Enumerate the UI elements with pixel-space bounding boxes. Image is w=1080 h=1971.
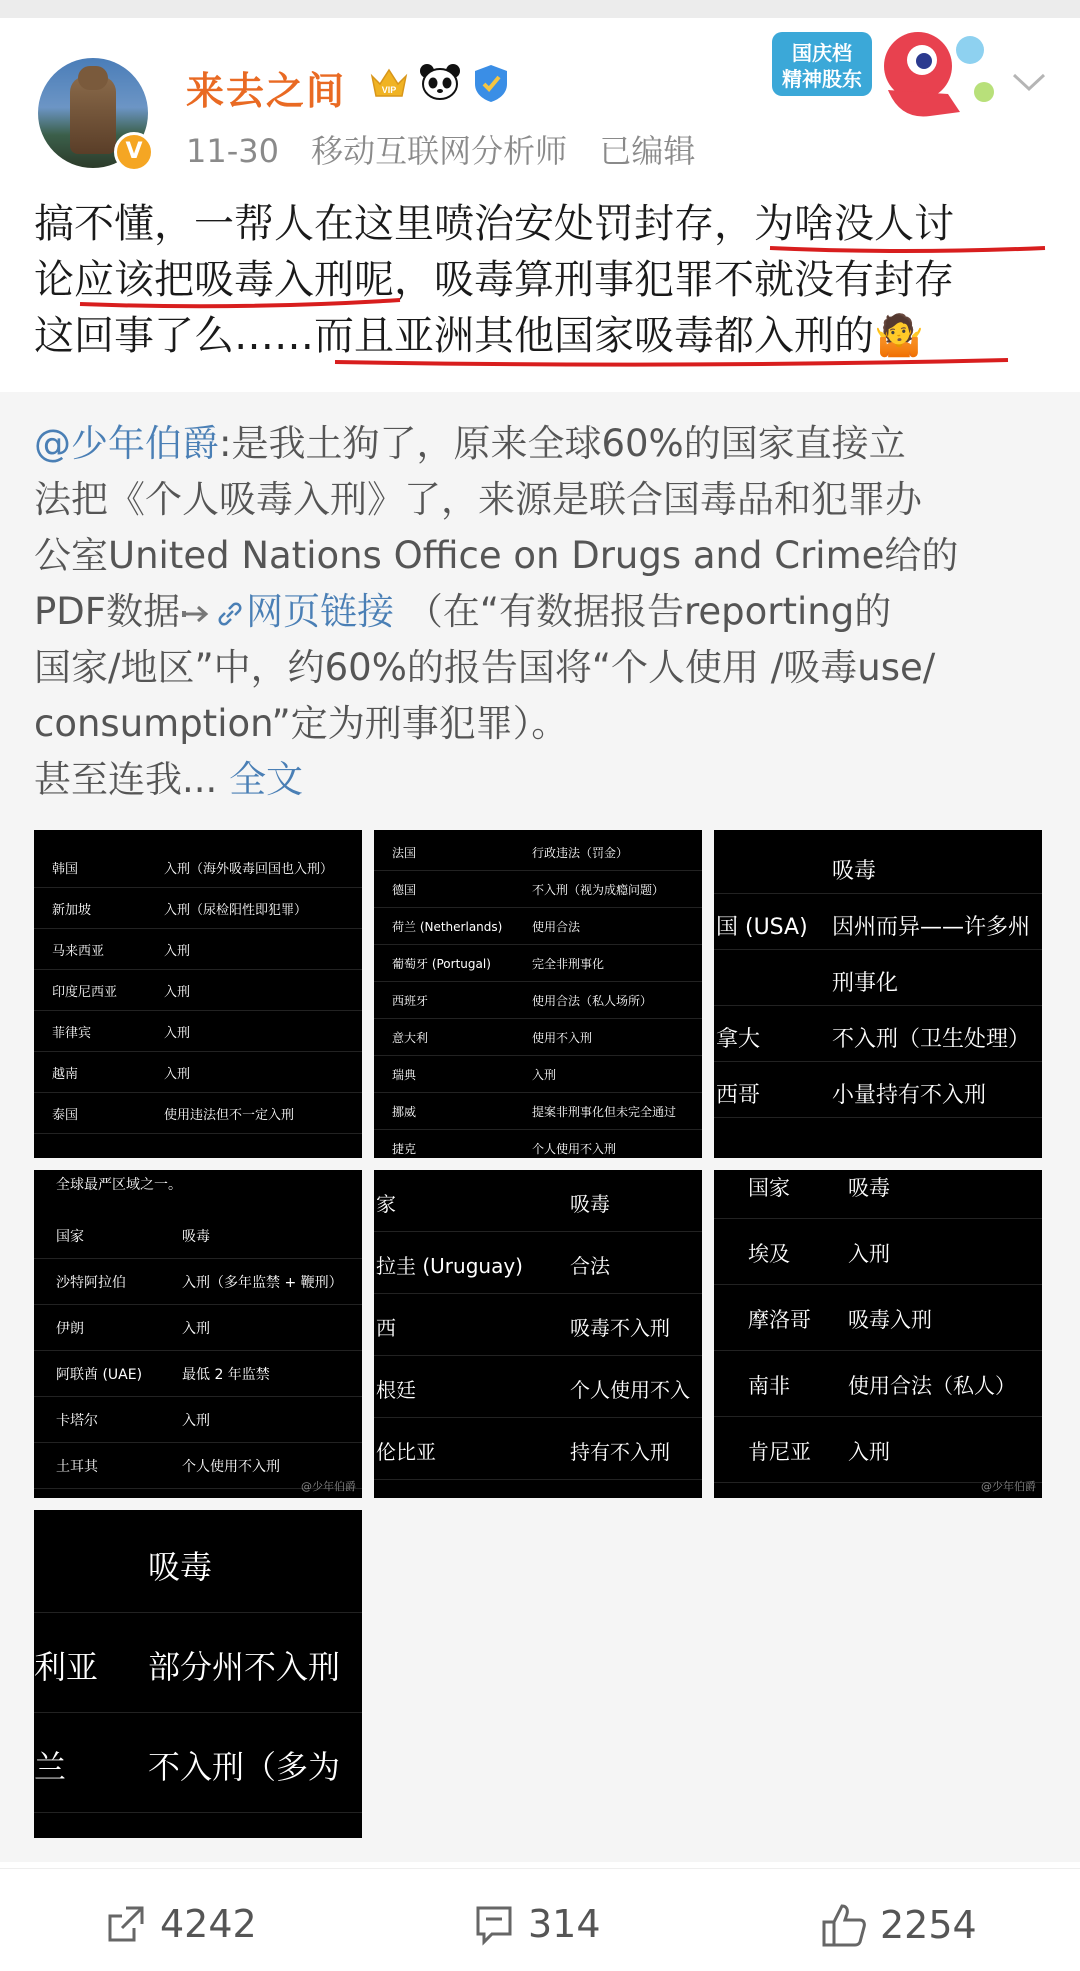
vip-label: VIP (381, 85, 397, 95)
post-body (34, 196, 1054, 364)
table-cell-status: 不入刑（卫生处理） (832, 1027, 1031, 1052)
share-icon (104, 1902, 148, 1946)
table-cell-status: 入刑（尿检阳性即犯罪） (164, 903, 308, 918)
table-cell-status: 使用合法（私人） (848, 1374, 1016, 1398)
table-cell-country: 韩国 (52, 862, 79, 877)
table-divider (34, 1133, 362, 1134)
table-cell-country: 摩洛哥 (748, 1308, 811, 1332)
table-cell-country: 根廷 (376, 1378, 416, 1402)
table-cell-status: 入刑 (164, 1026, 191, 1041)
table-header-country: 国家 (748, 1176, 790, 1200)
table-divider (714, 893, 1042, 894)
table-divider (34, 1712, 362, 1713)
table-cell-status: 小量持有不入刑 (832, 1083, 987, 1108)
post-text-line-2: 论应该把吸毒入刑呢，吸毒算刑事犯罪不就没有封存 (34, 257, 954, 303)
quote-line-6: consumption”定为刑事犯罪）。 (34, 702, 569, 745)
table-cell-status: 入刑 (848, 1440, 890, 1464)
table-cell-status: 不入刑（多为 (148, 1748, 341, 1786)
promo-label-1: 国庆档 (792, 41, 852, 65)
table-cell-status: 个人使用不入刑 (182, 1459, 280, 1475)
table-divider (34, 1051, 362, 1052)
table-cell-country: 肯尼亚 (748, 1440, 811, 1464)
post-text-line-3-text: 这回事了么……而且亚洲其他国家吸毒都入刑的 (34, 313, 874, 359)
table-header-drug: 吸毒 (570, 1192, 610, 1216)
table-divider (374, 1092, 702, 1093)
comment-button[interactable] (472, 1902, 601, 1946)
table-cell-country: 越南 (52, 1067, 79, 1082)
table-cell-status: 使用不入刑 (532, 1031, 593, 1045)
link-icon (214, 598, 246, 630)
table-cell-status: 吸毒不入刑 (570, 1316, 670, 1340)
table-note: 全球最严区域之一。 (56, 1177, 182, 1193)
table-cell-status: 行政违法（罚金） (532, 846, 629, 860)
table-divider (34, 1442, 362, 1443)
table-divider (374, 1355, 702, 1356)
image-thumbnail-3[interactable] (714, 830, 1042, 1158)
table-divider (714, 1061, 1042, 1062)
quote-line-5: 国家/地区”中，约60%的报告国将“个人使用 /吸毒use/ (34, 646, 936, 689)
table-cell-country: 伦比亚 (376, 1440, 436, 1464)
like-button[interactable] (820, 1902, 977, 1948)
table-cell-country: 德国 (392, 883, 417, 897)
comment-icon (472, 1902, 516, 1946)
table-divider (374, 1018, 702, 1019)
table-header-country: 国家 (56, 1229, 84, 1245)
table-cell-country: 沙特阿拉伯 (56, 1275, 126, 1291)
post-date: 11-30 (186, 132, 279, 170)
table-divider (34, 1612, 362, 1613)
avatar-robot-head (78, 66, 108, 90)
table-cell-country: 西 (376, 1316, 396, 1340)
quote-line-3: 公室United Nations Office on Drugs and Crime给的 (34, 534, 959, 577)
table-cell-country: 菲律宾 (52, 1026, 92, 1041)
table-divider (34, 1258, 362, 1259)
table-divider (374, 1231, 702, 1232)
table-cell-status: 合法 (570, 1254, 610, 1278)
image-thumbnail-7[interactable] (34, 1510, 362, 1838)
table-cell-country: 伊朗 (56, 1321, 84, 1337)
image-thumbnail-5[interactable] (374, 1170, 702, 1498)
quoted-author-mention[interactable]: @少年伯爵 (34, 422, 219, 465)
quote-line-4-post: （在“有数据报告reporting的 (394, 590, 892, 633)
quote-line-4-pre: PDF数据 (34, 590, 181, 633)
table-divider (374, 1293, 702, 1294)
table-divider (714, 1284, 1042, 1285)
table-cell-country: 法国 (392, 846, 417, 860)
table-cell-status: 入刑 (164, 1067, 191, 1082)
table-divider (714, 949, 1042, 950)
table-divider (374, 1479, 702, 1480)
table-header-country: 家 (376, 1192, 396, 1216)
table-cell-status: 提案非刑事化但未完全通过 (532, 1105, 677, 1119)
quote-line-1: :是我土狗了，原来全球60%的国家直接立 (219, 422, 906, 465)
table-header-drug: 吸毒 (848, 1176, 890, 1200)
table-cell-country: 利亚 (34, 1648, 99, 1686)
web-link[interactable]: 网页链接 (246, 590, 395, 633)
table-cell-country: 马来西亚 (52, 944, 105, 959)
shrug-emoji-icon: 🤷 (874, 313, 924, 359)
table-cell-country: 西班牙 (392, 994, 429, 1008)
table-cell-country: 瑞典 (392, 1068, 417, 1082)
image-thumbnail-1[interactable] (34, 830, 362, 1158)
table-cell-country: 土耳其 (56, 1459, 98, 1475)
top-band (0, 0, 1080, 18)
comment-count: 314 (528, 1902, 601, 1946)
table-cell-status: 吸毒入刑 (848, 1308, 932, 1332)
table-cell-country: 阿联酋 (UAE) (56, 1367, 143, 1383)
table-divider (34, 1304, 362, 1305)
panda-icon[interactable] (418, 62, 462, 102)
table-divider (714, 1218, 1042, 1219)
share-count: 4242 (160, 1902, 257, 1946)
image-watermark: @少年伯爵 (301, 1480, 356, 1493)
table-cell-status: 入刑（海外吸毒回国也入刑） (164, 862, 334, 877)
table-cell-country: 拿大 (716, 1027, 761, 1052)
thumbs-up-icon (820, 1902, 868, 1948)
table-divider (34, 1010, 362, 1011)
table-header-drug: 吸毒 (148, 1548, 213, 1586)
table-cell-status: 入刑 (848, 1242, 890, 1266)
image-watermark: @少年伯爵 (981, 1480, 1036, 1493)
table-cell-status: 刑事化 (832, 971, 899, 996)
post-edited-label[interactable]: 已编辑 (599, 132, 696, 170)
post-text-line-3 (34, 308, 1054, 364)
table-cell-country: 挪威 (392, 1105, 417, 1119)
table-cell-status: 入刑 (532, 1068, 557, 1082)
table-cell-country: 国 (USA) (716, 915, 808, 940)
table-divider (374, 1055, 702, 1056)
like-count: 2254 (880, 1903, 977, 1947)
table-cell-status: 入刑 (182, 1413, 210, 1429)
image-thumbnail-4[interactable] (34, 1170, 362, 1498)
promo-badge-icon[interactable] (770, 20, 1000, 132)
table-divider (34, 1092, 362, 1093)
image-thumbnail-2[interactable] (374, 830, 702, 1158)
table-divider (374, 1129, 702, 1130)
table-divider (34, 969, 362, 970)
promo-label-2: 精神股东 (782, 67, 862, 91)
table-cell-country: 印度尼西亚 (52, 985, 118, 1000)
table-divider (34, 887, 362, 888)
table-cell-status: 个人使用不入刑 (532, 1142, 617, 1156)
table-cell-country: 埃及 (748, 1242, 790, 1266)
table-cell-status: 使用违法但不一定入刑 (164, 1108, 295, 1123)
table-cell-country: 意大利 (392, 1031, 429, 1045)
table-cell-country: 新加坡 (52, 903, 92, 918)
table-cell-status: 使用合法（私人场所） (532, 994, 653, 1008)
quote-line-7: 甚至连我... (34, 758, 218, 801)
table-cell-country: 泰国 (52, 1108, 79, 1123)
quote-line-2: 法把《个人吸毒入刑》了，来源是联合国毒品和犯罪办 (34, 478, 922, 521)
post-meta (186, 126, 717, 172)
table-cell-status: 最低 2 年监禁 (182, 1367, 270, 1383)
post-text-line-1: 搞不懂，一帮人在这里喷治安处罚封存，为啥没人讨 (34, 201, 954, 247)
arrow-right-icon (180, 603, 214, 625)
table-divider (714, 1350, 1042, 1351)
chevron-down-icon[interactable] (1010, 70, 1048, 94)
table-cell-status: 持有不入刑 (570, 1440, 670, 1464)
table-cell-country: 南非 (748, 1374, 790, 1398)
table-divider (374, 870, 702, 871)
image-thumbnail-6[interactable] (714, 1170, 1042, 1498)
table-cell-status: 入刑 (164, 944, 191, 959)
table-cell-country: 捷克 (392, 1142, 417, 1156)
table-cell-status: 入刑（多年监禁 + 鞭刑） (182, 1275, 343, 1291)
table-divider (34, 928, 362, 929)
table-divider (374, 944, 702, 945)
table-cell-status: 因州而异——许多州 (832, 915, 1031, 940)
full-text-link[interactable]: 全文 (229, 758, 304, 801)
table-divider (374, 907, 702, 908)
table-cell-status: 完全非刑事化 (532, 957, 605, 971)
table-divider (374, 981, 702, 982)
table-cell-status: 入刑 (182, 1321, 210, 1337)
table-cell-country: 卡塔尔 (56, 1413, 98, 1429)
table-cell-country: 兰 (34, 1748, 67, 1786)
table-cell-status: 使用合法 (532, 920, 581, 934)
table-divider (374, 1417, 702, 1418)
username[interactable]: 来去之间 (186, 69, 347, 113)
table-cell-country: 葡萄牙 (Portugal) (392, 957, 491, 971)
table-header-drug: 吸毒 (832, 859, 877, 884)
verified-badge: V (114, 132, 154, 172)
table-cell-status: 个人使用不入 (570, 1378, 690, 1402)
quoted-post-text (34, 416, 1044, 808)
table-divider (34, 1396, 362, 1397)
table-cell-status: 不入刑（视为成瘾问题） (532, 883, 665, 897)
table-divider (714, 1416, 1042, 1417)
table-cell-country: 拉圭 (Uruguay) (376, 1254, 523, 1278)
vip-crown-icon[interactable] (368, 66, 410, 100)
table-header-drug: 吸毒 (182, 1229, 210, 1245)
table-cell-country: 荷兰 (Netherlands) (392, 920, 503, 934)
table-divider (714, 1005, 1042, 1006)
table-divider (34, 1812, 362, 1813)
post-source[interactable]: 移动互联网分析师 (311, 132, 568, 170)
table-cell-status: 入刑 (164, 985, 191, 1000)
table-cell-country: 西哥 (716, 1083, 761, 1108)
share-button[interactable] (104, 1902, 257, 1946)
table-divider (714, 1117, 1042, 1118)
table-cell-status: 部分州不入刑 (148, 1648, 341, 1686)
shield-verified-icon[interactable] (470, 62, 512, 104)
table-divider (34, 1350, 362, 1351)
